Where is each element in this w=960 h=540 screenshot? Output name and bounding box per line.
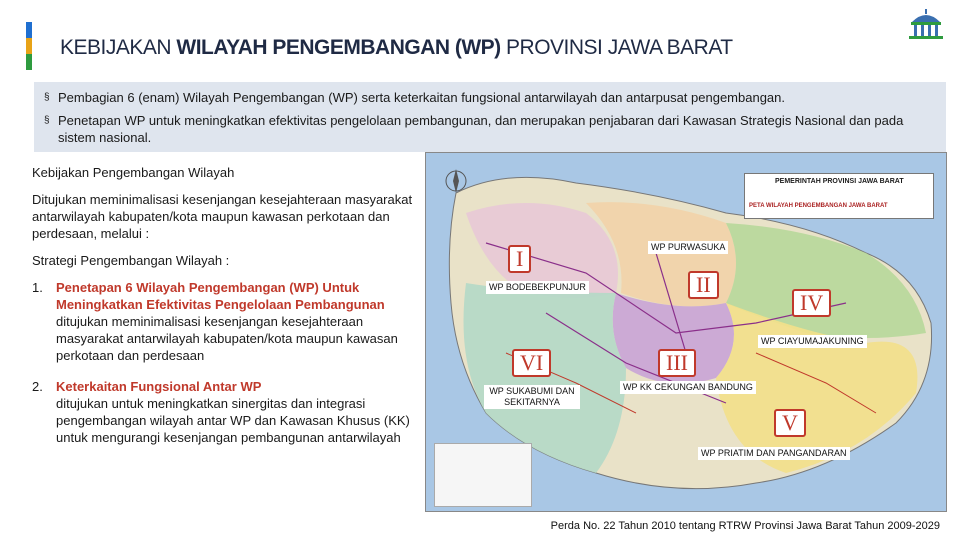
region-label-priatim-pangandaran: WP PRIATIM DAN PANGANDARAN <box>698 447 850 460</box>
strategy-number: 2. <box>32 379 43 394</box>
strategy-description: ditujukan untuk meningkatkan sinergitas dan integrasi pengembangan wilayah antar WP dan Kawasan Khusus (KK) untuk mengurangi kesenjangan pembangunan antarwilayah <box>56 396 410 445</box>
summary-bullets <box>34 82 946 152</box>
bullet-text: Penetapan WP untuk meningkatkan efektivitas pengelolaan pembangunan, dan merupakan penjabaran dari Kawasan Strategis Nasional dan pada sistem nasional. <box>58 113 904 145</box>
region-badge-iii: III <box>658 349 696 377</box>
bullet-marker: § <box>44 115 50 126</box>
government-building-icon <box>906 8 946 42</box>
source-citation: Perda No. 22 Tahun 2010 tentang RTRW Provinsi Jawa Barat Tahun 2009-2029 <box>550 520 940 532</box>
development-region-map <box>425 152 947 512</box>
region-badge-i: I <box>508 245 531 273</box>
strategy-number: 1. <box>32 280 43 295</box>
bullet-text: Pembagian 6 (enam) Wilayah Pengembangan (WP) serta keterkaitan fungsional antarwilayah dan antarpusat pengembangan. <box>58 90 785 105</box>
region-badge-v: V <box>774 409 806 437</box>
bullet-item <box>44 89 936 106</box>
region-badge-iv: IV <box>792 289 831 317</box>
map-header-panel <box>744 173 934 219</box>
region-label-sukabumi: WP SUKABUMI DAN SEKITARNYA <box>484 385 580 409</box>
strategy-title: Penetapan 6 Wilayah Pengembangan (WP) Untuk Meningkatkan Efektivitas Pengelolaan Pembangunan <box>56 280 385 312</box>
bullet-item <box>44 112 936 146</box>
strategy-item <box>32 378 417 446</box>
region-badge-ii: II <box>688 271 719 299</box>
bullet-marker: § <box>44 92 50 103</box>
strategy-item <box>32 279 417 364</box>
region-badge-vi: VI <box>512 349 551 377</box>
strategy-heading: Strategi Pengembangan Wilayah : <box>32 253 230 268</box>
page-title <box>60 36 733 60</box>
title-part-2: PROVINSI JAWA BARAT <box>500 36 733 59</box>
map-header-subtitle: PETA WILAYAH PENGEMBANGAN JAWA BARAT <box>749 203 888 209</box>
policy-heading: Kebijakan Pengembangan Wilayah <box>32 165 235 180</box>
title-part-1: KEBIJAKAN <box>60 36 177 59</box>
map-header-title: PEMERINTAH PROVINSI JAWA BARAT <box>775 178 904 185</box>
map-legend-panel <box>434 443 532 507</box>
strategy-title: Keterkaitan Fungsional Antar WP <box>56 379 262 394</box>
title-accent-bar <box>26 22 32 70</box>
region-label-ciayumajakuning: WP CIAYUMAJAKUNING <box>758 335 867 348</box>
region-label-bodebekpunjur: WP BODEBEKPUNJUR <box>486 281 589 294</box>
region-label-cekungan-bandung: WP KK CEKUNGAN BANDUNG <box>620 381 756 394</box>
region-label-purwasuka: WP PURWASUKA <box>648 241 728 254</box>
title-bold-part: WILAYAH PENGEMBANGAN (WP) <box>176 36 501 59</box>
strategy-description: ditujukan meminimalisasi kesenjangan kesejahteraan masyarakat antarwilayah kabupaten/kota maupun kawasan perkotaan dan perdesaan <box>56 314 398 363</box>
policy-text-column <box>32 164 417 446</box>
policy-paragraph: Ditujukan meminimalisasi kesenjangan kesejahteraan masyarakat antarwilayah kabupaten/kota maupun kawasan perkotaan dan perdesaan, melalui : <box>32 192 413 241</box>
